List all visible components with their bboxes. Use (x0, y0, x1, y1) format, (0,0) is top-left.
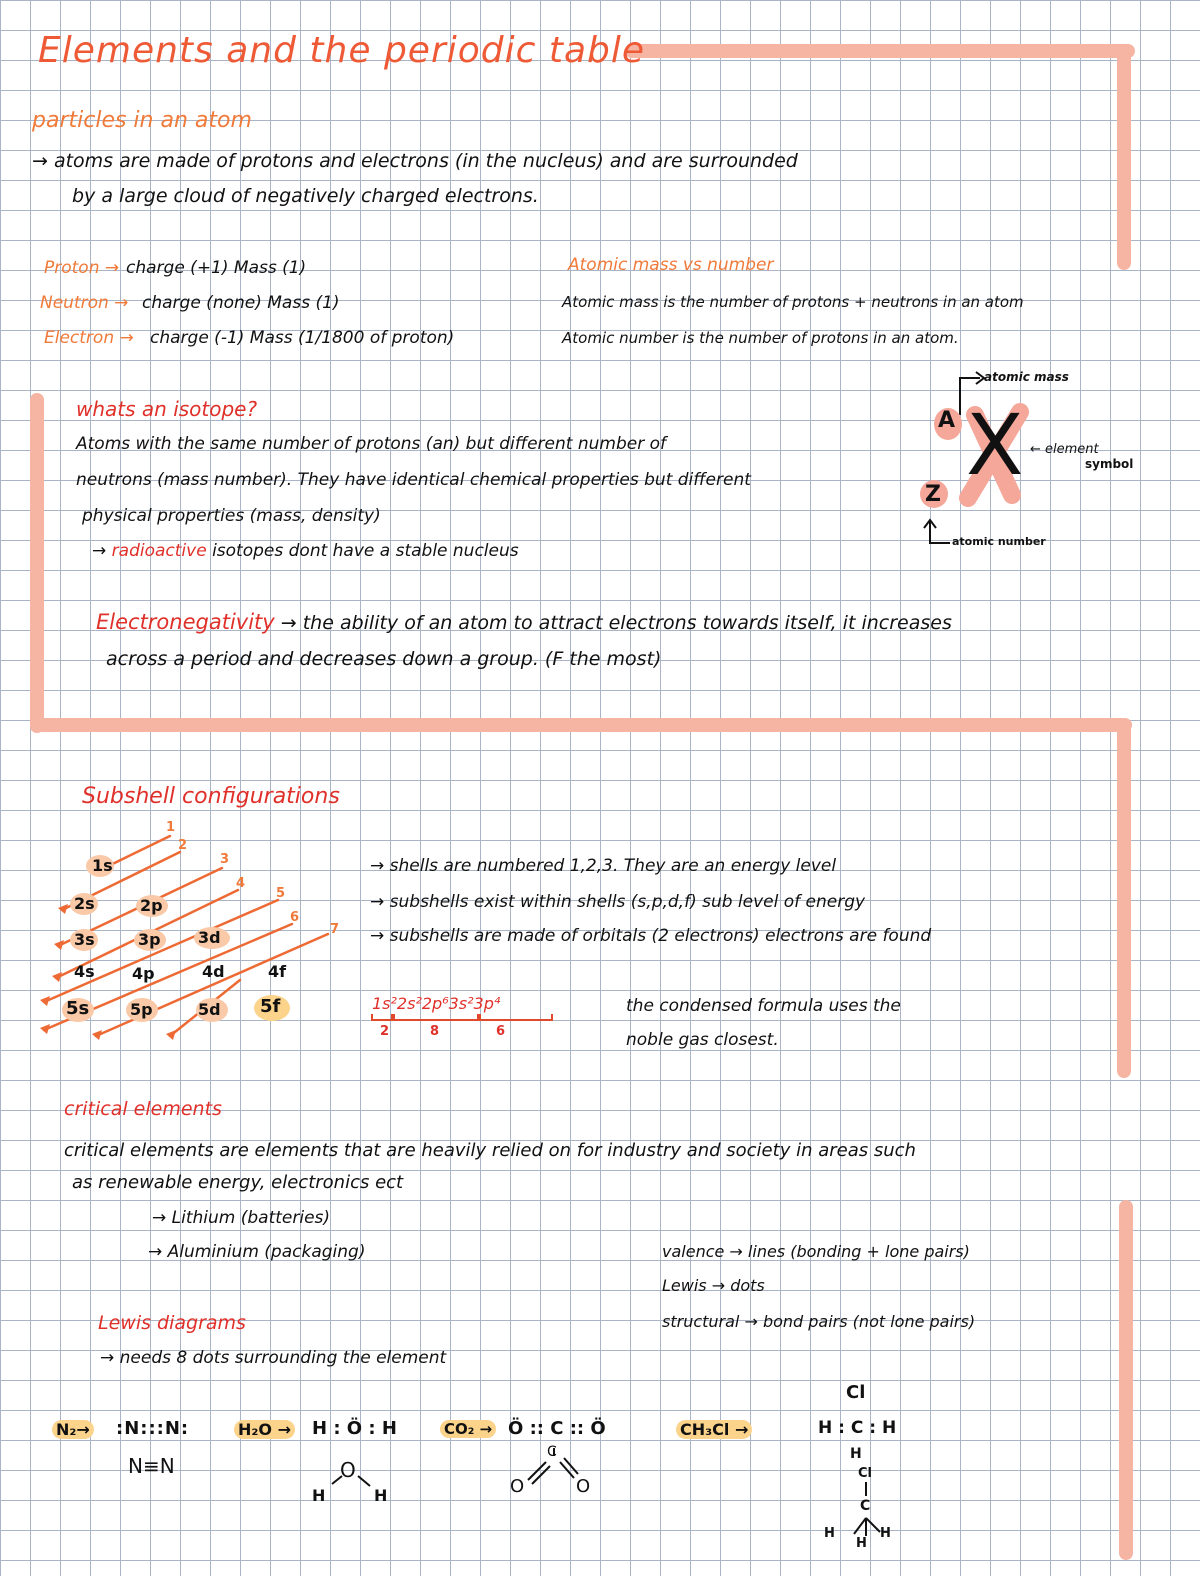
config-count-6: 6 (496, 1024, 506, 1039)
lewis-heading: Lewis diagrams (98, 1312, 246, 1334)
condensed-line-2: noble gas closest. (626, 1030, 779, 1050)
atomic-number-label: atomic number (952, 535, 1046, 548)
ch3cl-lewis-top: Cl (846, 1382, 866, 1403)
h2o-label-text: H₂O → (234, 1420, 295, 1439)
subshell-5p: 5p (130, 1000, 153, 1019)
ch3cl-struct-H3: H (880, 1526, 891, 1541)
critical-line-2: as renewable energy, electronics ect (72, 1172, 404, 1193)
ch3cl-struct-H2: H (856, 1536, 867, 1551)
order-num-3: 3 (220, 852, 230, 867)
h2o-lewis: H : Ö : H (312, 1418, 397, 1439)
subshell-2s: 2s (74, 894, 95, 913)
atomic-line-2: Atomic number is the number of protons in an atom. (562, 329, 959, 347)
radio-word: radioactive (111, 541, 207, 561)
order-num-6: 6 (290, 910, 300, 925)
subshell-4d: 4d (202, 962, 225, 981)
subshell-heading: Subshell configurations (82, 784, 340, 809)
symbol-label: symbol (1085, 457, 1134, 471)
ch3cl-lewis-mid: H : C : H (818, 1418, 897, 1438)
order-num-7: 7 (330, 922, 340, 937)
ch3cl-struct-C: C (860, 1498, 871, 1514)
co2-struct-O-left: O (510, 1476, 525, 1497)
atomic-mass-label: atomic mass (984, 370, 1069, 384)
element-label: ← element (1030, 442, 1099, 457)
isotope-line-1: Atoms with the same number of protons (an) but different number of (76, 434, 666, 454)
subshell-3p: 3p (138, 930, 161, 949)
particles-line-1: → atoms are made of protons and electrons (in the nucleus) and are surrounded (32, 150, 798, 172)
diagram-Z: Z (925, 482, 941, 507)
h2o-struct-H1: H (312, 1486, 326, 1505)
isotope-heading: whats an isotope? (76, 397, 258, 421)
isotope-line-2: neutrons (mass number). They have identical chemical properties but different (76, 470, 751, 490)
condensed-line-1: the condensed formula uses the (626, 996, 901, 1016)
config-count-2: 2 (380, 1024, 390, 1039)
subshell-5s: 5s (66, 998, 90, 1019)
electron-text: charge (-1) Mass (1/1800 of proton) (150, 328, 455, 348)
atomic-line-1: Atomic mass is the number of protons + neutrons in an atom (562, 293, 1024, 311)
electronegativity-line-2: across a period and decreases down a group. (F the most) (106, 648, 662, 670)
n2-label-text: N₂→ (52, 1420, 94, 1439)
co2-struct-C: C (547, 1444, 557, 1460)
critical-heading: critical elements (64, 1098, 222, 1120)
proton-label: Proton → (44, 258, 120, 278)
h2o-struct-O: O (340, 1458, 356, 1482)
ch3cl-lewis-bot: H (850, 1446, 862, 1462)
subshell-2p: 2p (140, 896, 163, 915)
subshell-5d: 5d (198, 1000, 221, 1019)
shell-note-3: → subshells are made of orbitals (2 electrons) electrons are found (370, 926, 932, 946)
n2-lewis: :N:::N: (116, 1418, 190, 1439)
subshell-4f: 4f (268, 962, 287, 981)
subshell-4p: 4p (132, 964, 155, 983)
order-num-5: 5 (276, 886, 286, 901)
particles-line-2: by a large cloud of negatively charged electrons. (72, 185, 539, 207)
subshell-5f: 5f (260, 996, 281, 1017)
subshell-1s: 1s (92, 856, 113, 875)
order-num-1: 1 (166, 820, 176, 835)
electron-config: 1s²2s²2p⁶3s²3p⁴ (372, 994, 501, 1013)
critical-item-aluminium: → Aluminium (packaging) (148, 1242, 366, 1262)
radio-arrow: → (92, 541, 107, 561)
subshell-4s: 4s (74, 962, 95, 981)
co2-struct-O-right: O (576, 1476, 591, 1497)
electron-label: Electron → (44, 328, 134, 348)
valence-note: valence → lines (bonding + lone pairs) (662, 1242, 970, 1261)
page-title: Elements and the periodic table (38, 30, 646, 71)
subshell-3d: 3d (198, 928, 221, 947)
particles-heading: particles in an atom (32, 108, 252, 133)
n2-structural: N≡N (128, 1454, 175, 1478)
order-num-4: 4 (236, 876, 246, 891)
diagram-A: A (938, 408, 956, 433)
neutron-text: charge (none) Mass (1) (142, 293, 340, 313)
radio-rest: isotopes dont have a stable nucleus (212, 541, 519, 561)
critical-line-1: critical elements are elements that are heavily relied on for industry and society in areas such (64, 1140, 916, 1161)
isotope-line-3: physical properties (mass, density) (82, 506, 381, 526)
order-num-2: 2 (178, 838, 188, 853)
electronegativity-text-1: → the ability of an atom to attract electrons towards itself, it increases (280, 612, 952, 634)
diagram-X: X (966, 396, 1024, 494)
config-count-8: 8 (430, 1024, 440, 1039)
lewis-line-1: → needs 8 dots surrounding the element (100, 1348, 447, 1368)
lewis-note: Lewis → dots (662, 1276, 765, 1295)
subshell-3s: 3s (74, 930, 95, 949)
h2o-struct-H2: H (374, 1486, 388, 1505)
ch3cl-struct-H1: H (824, 1526, 835, 1541)
ch3cl-struct-Cl: Cl (858, 1466, 872, 1481)
proton-text: charge (+1) Mass (1) (126, 258, 307, 278)
critical-item-lithium: → Lithium (batteries) (152, 1208, 331, 1228)
shell-note-2: → subshells exist within shells (s,p,d,f) sub level of energy (370, 892, 866, 912)
atomic-heading: Atomic mass vs number (568, 255, 774, 275)
co2-label-text: CO₂ → (440, 1420, 496, 1438)
co2-lewis: Ö :: C :: Ö (508, 1418, 606, 1439)
structural-note: structural → bond pairs (not lone pairs) (662, 1312, 976, 1331)
ch3cl-label-text: CH₃Cl → (676, 1420, 752, 1439)
shell-note-1: → shells are numbered 1,2,3. They are an energy level (370, 856, 837, 876)
electronegativity-word: Electronegativity (96, 610, 275, 634)
neutron-label: Neutron → (40, 293, 129, 313)
